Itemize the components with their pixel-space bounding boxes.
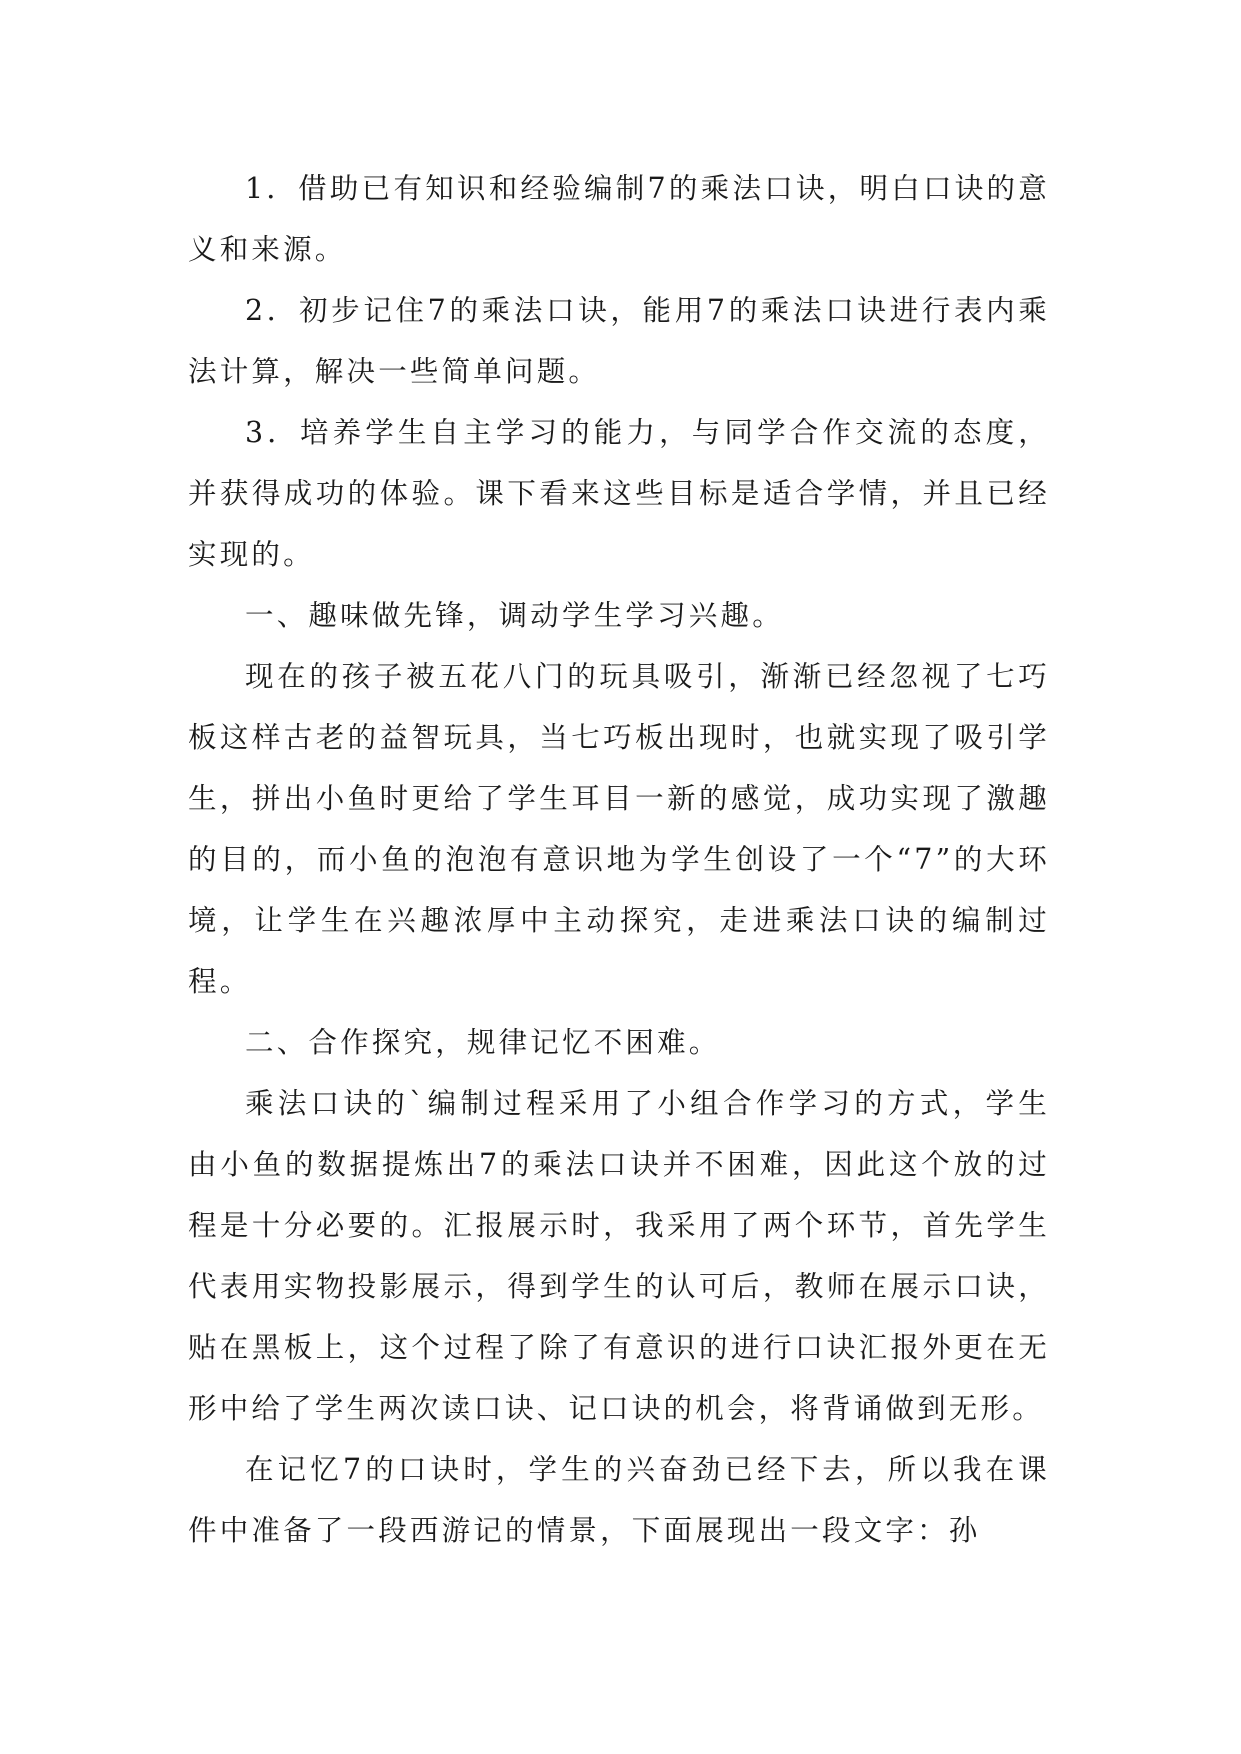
section-heading-1: 一、趣味做先锋，调动学生学习兴趣。 [245,599,784,632]
paragraph-goal-3: 3．培养学生自主学习的能力，与同学合作交流的态度，并获得成功的体验。课下看来这些目标是适合学情，并且已经实现的。 [188,416,1050,571]
paragraph-goal-1: 1．借助已有知识和经验编制7的乘法口诀，明白口诀的意义和来源。 [188,172,1050,266]
paragraph-cooperation: 乘法口诀的`编制过程采用了小组合作学习的方式，学生由小鱼的数据提炼出7的乘法口诀并不困难，因此这个放的过程是十分必要的。汇报展示时，我采用了两个环节，首先学生代表用实物投影展示，得到学生的认可后，教师在展示口诀，贴在黑板上，这个过程了除了有意识的进行口诀汇报外更在无形中给了学生两次读口诀、记口诀的机会，将背诵做到无形。 [188,1087,1050,1425]
paragraph-goal-2: 2．初步记住7的乘法口诀，能用7的乘法口诀进行表内乘法计算，解决一些简单问题。 [188,294,1050,388]
paragraph-memory: 在记忆7的口诀时，学生的兴奋劲已经下去，所以我在课件中准备了一段西游记的情景，下面展现出一段文字：孙 [188,1453,1050,1547]
section-heading-2: 二、合作探究，规律记忆不困难。 [245,1026,721,1059]
document-body [188,158,1050,1561]
paragraph-interest: 现在的孩子被五花八门的玩具吸引，渐渐已经忽视了七巧板这样古老的益智玩具，当七巧板出现时，也就实现了吸引学生，拼出小鱼时更给了学生耳目一新的感觉，成功实现了激趣的目的，而小鱼的泡泡有意识地为学生创设了一个“7”的大环境，让学生在兴趣浓厚中主动探究，走进乘法口诀的编制过程。 [188,660,1050,998]
